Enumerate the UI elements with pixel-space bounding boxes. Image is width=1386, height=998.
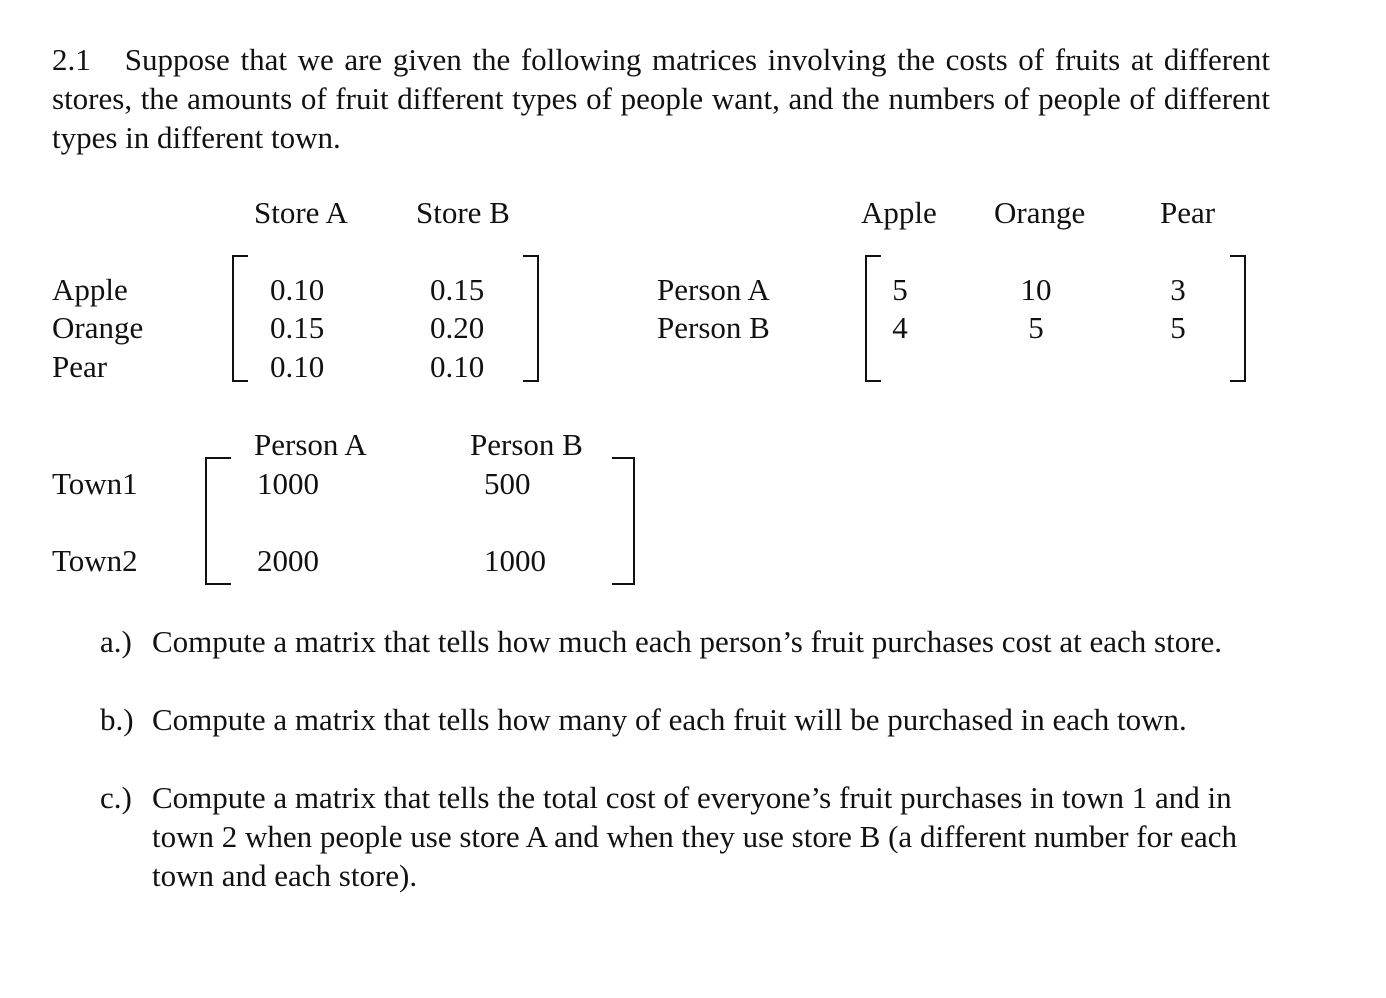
- demand-col-header: Apple: [861, 195, 937, 230]
- problem-intro-text: Suppose that we are given the following matrices involving the costs of fruits at different stores, the amounts of fruit different types of people want, and the numbers of people of different types in different town.: [52, 42, 1270, 155]
- problem-intro: [52, 40, 1270, 157]
- question-text: Compute a matrix that tells the total cost of everyone’s fruit purchases in town 1 and in town 2 when people use store A and when they use store B (a different number for each town and each store).: [152, 780, 1237, 893]
- left-bracket: [205, 457, 231, 585]
- demand-col-header: Orange: [994, 195, 1086, 230]
- cost-row-label: Apple: [52, 272, 128, 307]
- question-item: [100, 622, 1250, 661]
- matrix-cell: 0.10: [270, 272, 325, 307]
- cost-row-label: Pear: [52, 349, 108, 384]
- matrix-cell: 4: [892, 310, 908, 345]
- left-bracket: [865, 255, 881, 382]
- demand-row-label: Person A: [657, 272, 770, 307]
- right-bracket: [1230, 255, 1246, 382]
- demand-row-label: Person B: [657, 310, 770, 345]
- population-col-header: Person B: [470, 427, 583, 462]
- cost-row-label: Orange: [52, 310, 144, 345]
- cost-col-header: Store B: [416, 195, 510, 230]
- matrix-cell: 500: [484, 466, 531, 501]
- matrix-cell: 0.15: [430, 272, 485, 307]
- matrix-cell: 10: [1020, 272, 1052, 307]
- question-label: c.): [100, 780, 132, 815]
- population-row-label: Town1: [52, 466, 138, 501]
- problem-number: 2.1: [52, 42, 91, 77]
- question-item: [100, 700, 1250, 739]
- matrix-cell: 2000: [257, 543, 319, 578]
- population-row-label: Town2: [52, 543, 138, 578]
- left-bracket: [232, 255, 248, 382]
- matrix-cell: 5: [1170, 310, 1186, 345]
- matrix-cell: 3: [1170, 272, 1186, 307]
- question-text: Compute a matrix that tells how many of each fruit will be purchased in each town.: [152, 702, 1187, 737]
- matrix-cell: 0.10: [430, 349, 485, 384]
- question-label: b.): [100, 702, 134, 737]
- matrix-cell: 0.15: [270, 310, 325, 345]
- matrix-cell: 1000: [257, 466, 319, 501]
- right-bracket: [612, 457, 635, 585]
- population-col-header: Person A: [254, 427, 367, 462]
- question-label: a.): [100, 624, 132, 659]
- demand-col-header: Pear: [1160, 195, 1216, 230]
- question-item: [100, 778, 1250, 895]
- matrix-cell: 5: [892, 272, 908, 307]
- matrix-cell: 0.20: [430, 310, 485, 345]
- question-text: Compute a matrix that tells how much each person’s fruit purchases cost at each store.: [152, 624, 1223, 659]
- matrix-cell: 1000: [484, 543, 546, 578]
- right-bracket: [523, 255, 539, 382]
- matrix-cell: 0.10: [270, 349, 325, 384]
- matrix-cell: 5: [1028, 310, 1044, 345]
- cost-col-header: Store A: [254, 195, 348, 230]
